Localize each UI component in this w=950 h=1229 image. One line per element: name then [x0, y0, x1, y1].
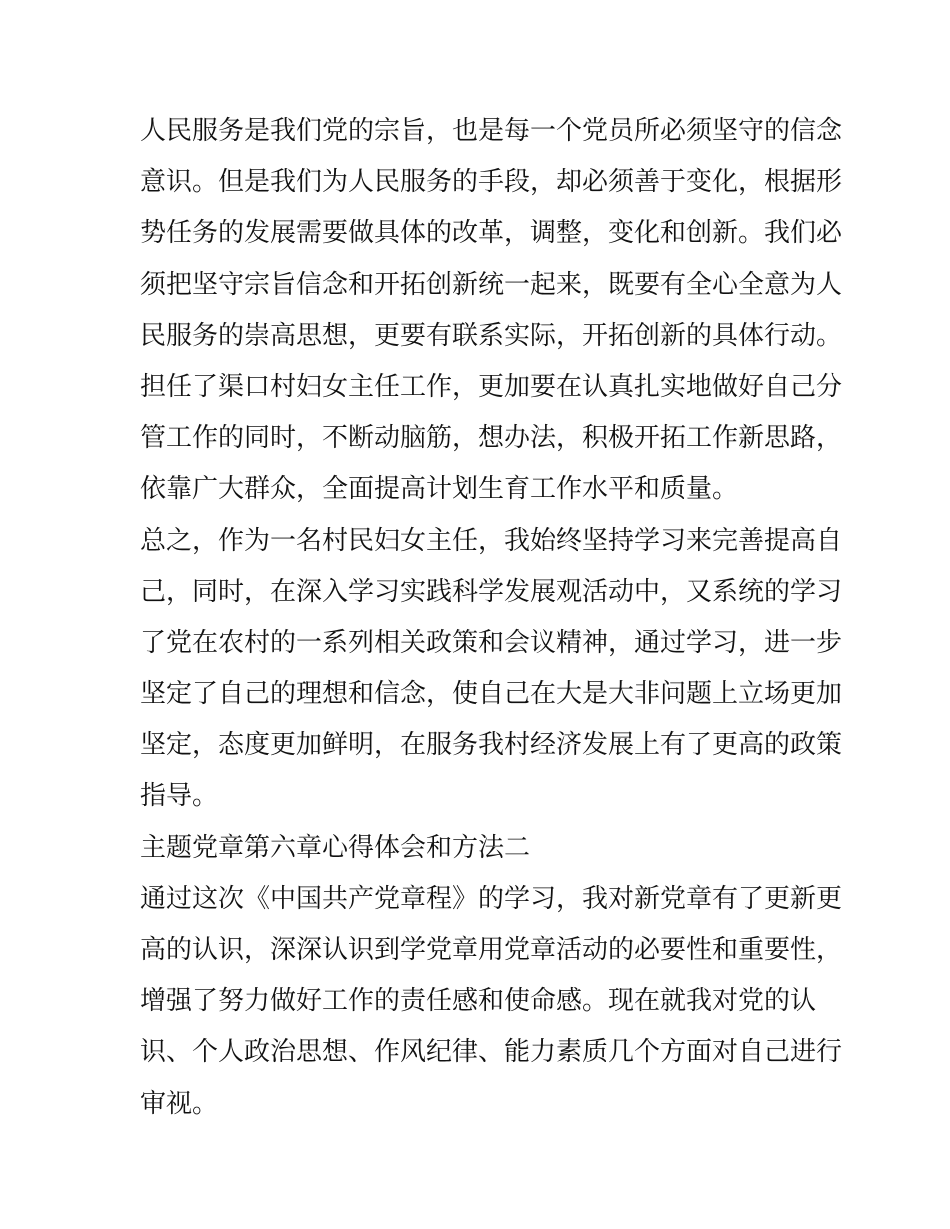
text-line: 管工作的同时，不断动脑筋，想办法，积极开拓工作新思路， — [140, 423, 843, 454]
text-line: 总之，作为一名村民妇女主任，我始终坚持学习来完善提高自 — [140, 525, 843, 556]
text-line: 须把坚守宗旨信念和开拓创新统一起来，既要有全心全意为人 — [140, 269, 843, 300]
text-line: 坚定，态度更加鲜明，在服务我村经济发展上有了更高的政策 — [140, 730, 843, 761]
text-line: 势任务的发展需要做具体的改革，调整，变化和创新。我们必 — [140, 218, 843, 249]
text-line: 指导。 — [140, 781, 219, 812]
text-line: 依靠广大群众，全面提高计划生育工作水平和质量。 — [140, 474, 739, 505]
text-line: 高的认识，深深认识到学党章用党章活动的必要性和重要性， — [140, 935, 843, 965]
text-line: 增强了努力做好工作的责任感和使命感。现在就我对党的认 — [140, 986, 817, 1017]
text-line: 审视。 — [140, 1088, 219, 1119]
text-line: 人民服务是我们党的宗旨，也是每一个党员所必须坚守的信念 — [140, 116, 843, 146]
document-body — [140, 106, 843, 1130]
text-line: 识、个人政治思想、作风纪律、能力素质几个方面对自己进行 — [140, 1037, 843, 1068]
text-line: 担任了渠口村妇女主任工作，更加要在认真扎实地做好自己分 — [140, 371, 843, 402]
text-line: 了党在农村的一系列相关政策和会议精神，通过学习，进一步 — [140, 627, 843, 658]
text-line: 己，同时，在深入学习实践科学发展观活动中，又系统的学习 — [140, 576, 843, 607]
section-heading: 主题党章第六章心得体会和方法二 — [140, 832, 531, 863]
text-line: 通过这次《中国共产党章程》的学习，我对新党章有了更新更 — [140, 883, 843, 914]
text-line: 民服务的崇高思想，更要有联系实际，开拓创新的具体行动。 — [140, 320, 843, 351]
text-line: 坚定了自己的理想和信念，使自己在大是大非问题上立场更加 — [140, 679, 843, 710]
text-line: 意识。但是我们为人民服务的手段，却必须善于变化，根据形 — [140, 167, 843, 198]
